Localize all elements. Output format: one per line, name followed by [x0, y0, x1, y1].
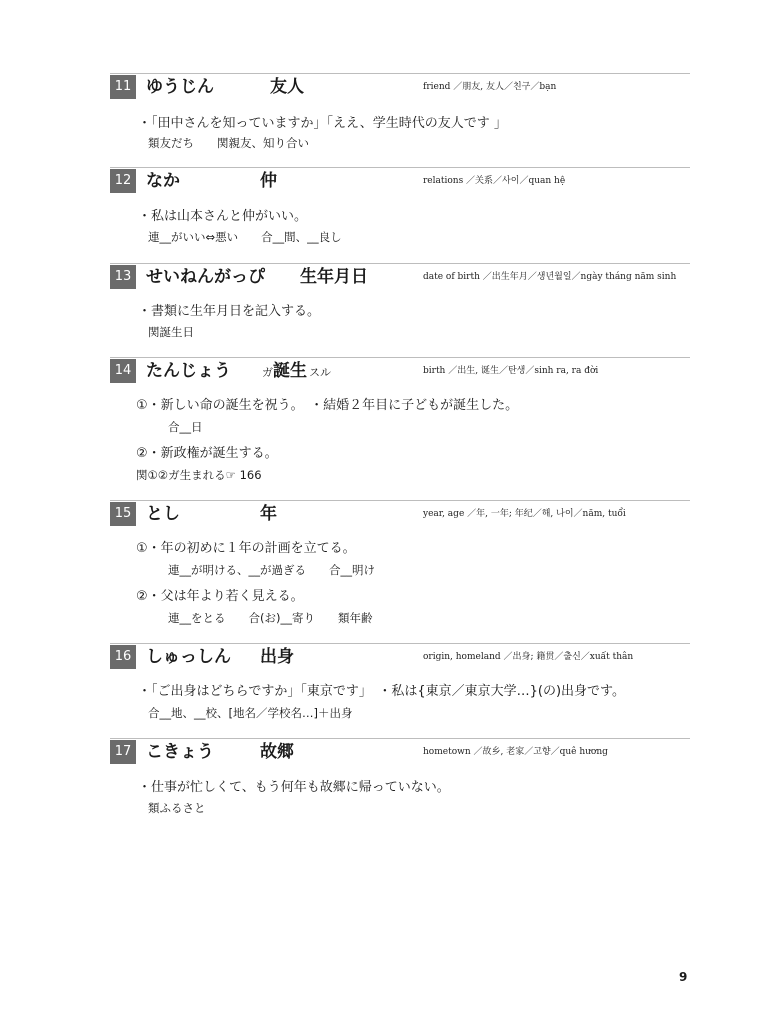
entry-reading: せいねんがっぴ [146, 267, 265, 287]
entry-number: 13 [110, 265, 136, 289]
example-line: ②・父は年より若く見える。 [136, 589, 304, 604]
entry-kanji-text: 誕生 [273, 361, 307, 381]
entry-gloss: origin, homeland ／出身; 籍贯／출신／xuất thân [423, 652, 634, 662]
note-line: 連__が明ける、__が過ぎる 合__明け [168, 563, 375, 577]
entry-kanji: 故郷 [260, 742, 294, 762]
entry-number: 15 [110, 502, 136, 526]
entry-gloss: friend ／朋友, 友人／친구／bạn [423, 82, 557, 92]
entry-reading: こきょう [146, 742, 214, 762]
entry-kanji: 生年月日 [300, 267, 368, 287]
note-line: 関誕生日 [148, 325, 194, 339]
note-line: 合__地、__校、[地名／学校名…]＋出身 [148, 706, 353, 720]
entry-number: 12 [110, 169, 136, 193]
entry-kanji: 仲 [260, 171, 277, 191]
divider [110, 500, 690, 501]
example-line: ①・新しい命の誕生を祝う。 ・結婚２年目に子どもが誕生した。 [136, 398, 519, 413]
page-number: 9 [679, 970, 688, 984]
example-line: ・「ご出身はどちらですか」「東京です」 ・私は{東京／東京大学…}(の)出身です。 [138, 684, 626, 699]
verb-type-prefix: ガ [262, 366, 273, 379]
entry-gloss: date of birth ／出生年月／생년월일／ngày tháng năm sinh [423, 272, 677, 282]
entry-gloss: year, age ／年, 一年; 年纪／해, 나이／năm, tuổi [423, 509, 626, 519]
example-line: ①・年の初めに１年の計画を立てる。 [136, 541, 356, 556]
entry-kanji: 年 [260, 504, 277, 524]
note-line: 類ふるさと [148, 801, 206, 815]
entry-reading: ゆうじん [146, 77, 214, 97]
entry-reading: しゅっしん [146, 647, 231, 667]
entry-number: 17 [110, 740, 136, 764]
entry-gloss: hometown ／故乡, 老家／고향／quê hương [423, 747, 608, 757]
example-line: ・私は山本さんと仲がいい。 [138, 209, 308, 224]
divider [110, 167, 690, 168]
example-line: ・「田中さんを知っていますか」「ええ、学生時代の友人です 」 [138, 116, 507, 131]
entry-number: 11 [110, 75, 136, 99]
entry-kanji: 友人 [270, 77, 304, 97]
entry-reading: たんじょう [146, 361, 231, 381]
entry-kanji [260, 357, 331, 387]
note-line: 関①②ガ生まれる☞ 166 [136, 468, 262, 482]
note-line: 類友だち 関親友、知り合い [148, 136, 309, 150]
entry-reading: とし [146, 504, 180, 524]
entry-gloss: relations ／关系／사이／quan hệ [423, 176, 566, 186]
entry-number: 16 [110, 645, 136, 669]
example-line: ②・新政権が誕生する。 [136, 446, 278, 461]
entry-number: 14 [110, 359, 136, 383]
example-line: ・書類に生年月日を記入する。 [138, 304, 321, 319]
verb-suffix: スル [309, 366, 331, 379]
entry-kanji: 出身 [260, 647, 294, 667]
example-line: ・仕事が忙しくて、もう何年も故郷に帰っていない。 [138, 780, 450, 795]
note-line: 連__をとる 合(お)__寄り 類年齢 [168, 611, 373, 625]
entry-reading: なか [146, 171, 180, 191]
note-line: 連__がいい⇔悪い 合__間、__良し [148, 230, 342, 244]
entry-gloss: birth ／出生, 诞生／탄생／sinh ra, ra đời [423, 366, 599, 376]
note-line: 合__日 [168, 420, 203, 434]
